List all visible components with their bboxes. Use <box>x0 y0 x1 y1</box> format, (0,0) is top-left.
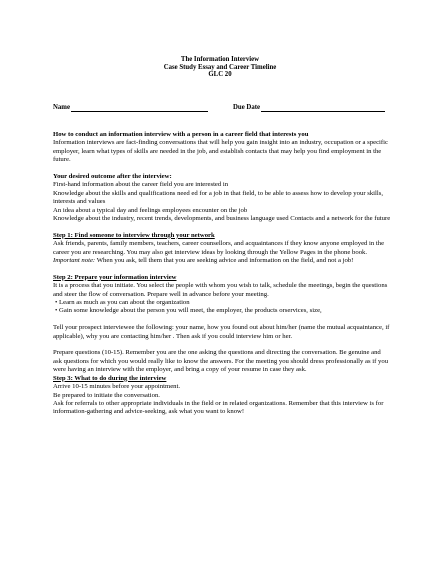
note-body: When you ask, tell them that you are seeking advice and information on the field, and not a job! <box>95 257 354 265</box>
outcome-item: An idea about a typical day and feelings employees encounter on the job <box>53 206 248 214</box>
name-field[interactable] <box>53 104 208 112</box>
questions-section <box>53 349 391 374</box>
student-fields <box>53 104 393 114</box>
step3-item: Ask for referrals to other appropriate individuals in the field or in related organizations. Remember that this interview is for information-gathering and advice-seeking, ask what you want to know! <box>53 399 384 416</box>
step2-bullet: • Learn as much as you can about the organization <box>55 299 190 307</box>
step2-bullet: • Gain some knowledge about the person you will meet, the employer, the products orservices, size, <box>55 307 322 315</box>
outcome-item: Knowledge about the skills and qualifications need ed for a job in that field, to be able to assess how to develop your skills, interests and values <box>53 189 384 206</box>
bullet-text: Learn as much as you can about the organization <box>59 299 190 307</box>
document-title: The Information Interview <box>180 56 260 63</box>
document-subtitle: Case Study Essay and Career Timeline <box>163 63 277 71</box>
questions-paragraph: Prepare questions (10-15). Remember you are the one asking the questions and directing the conversation. Be genuine and ask questions for which you would really like to know the answers. For the meeting you should dress professionally as if you were having an interview with the employer, and bring a copy of your resume in case they ask. <box>53 349 389 374</box>
step3-section <box>53 375 391 417</box>
intro-paragraph: Information interviews are fact-finding conversations that will help you gain insight into an industry, occupation or a specific employer, learn what types of skills are needed in the job, and establish contacts that may help you find employment in the future. <box>53 139 388 164</box>
step2-section <box>53 274 391 316</box>
name-label: Name <box>53 104 70 111</box>
due-date-field[interactable] <box>233 104 385 112</box>
course-code: GLC 20 <box>208 71 232 79</box>
tell-paragraph: Tell your prospect interviewee the following: your name, how you found out about him/her (name the mutual acquaintance, if applicable), why you are contacting him/her . Then ask if you could interview him or her. <box>53 324 390 340</box>
step2-paragraph: It is a process that you initiate. You select the people with whom you wish to talk, schedule the meetings, begin the questions and steer the flow of conversation. Prepare well in advance before your meeting. <box>53 282 388 298</box>
step1-heading: Step 1: Find someone to interview through your network <box>53 231 215 239</box>
bullet-text: Gain some knowledge about the person you will meet, the employer, the products orservices, size, <box>59 307 322 315</box>
step1-paragraph: Ask friends, parents, family members, teachers, career counsellors, and acquaintances if they know anyone employed in the career you are researching. You may also get interview ideas by looking through the Yellow Pages in the phone book. <box>53 240 385 256</box>
note-label: Important note: <box>53 257 96 265</box>
step3-heading: Step 3: What to do during the interview <box>53 374 167 382</box>
outcome-heading: Your desired outcome after the interview: <box>53 173 172 181</box>
step3-item: Arrive 10-15 minutes before your appointment. <box>53 383 181 391</box>
outcome-item: First-hand information about the career field you are interested in <box>53 181 229 189</box>
intro-section <box>53 131 391 165</box>
step1-note <box>53 257 391 265</box>
tell-section <box>53 324 391 341</box>
step3-item: Be prepared to initiate the conversation. <box>53 391 160 399</box>
name-line[interactable] <box>71 104 208 112</box>
outcome-section <box>53 173 391 223</box>
outcome-item: Knowledge about the industry, recent trends, developments, and business language used Contacts and a network for the future <box>53 215 391 223</box>
document-body <box>53 131 391 417</box>
step2-heading: Step 2: Prepare your information interview <box>53 273 177 281</box>
intro-heading: How to conduct an information interview with a person in a career field that interests you <box>53 131 309 138</box>
document-header <box>0 56 440 79</box>
due-date-line[interactable] <box>261 104 385 112</box>
step1-section <box>53 232 391 266</box>
due-date-label: Due Date <box>233 104 260 111</box>
